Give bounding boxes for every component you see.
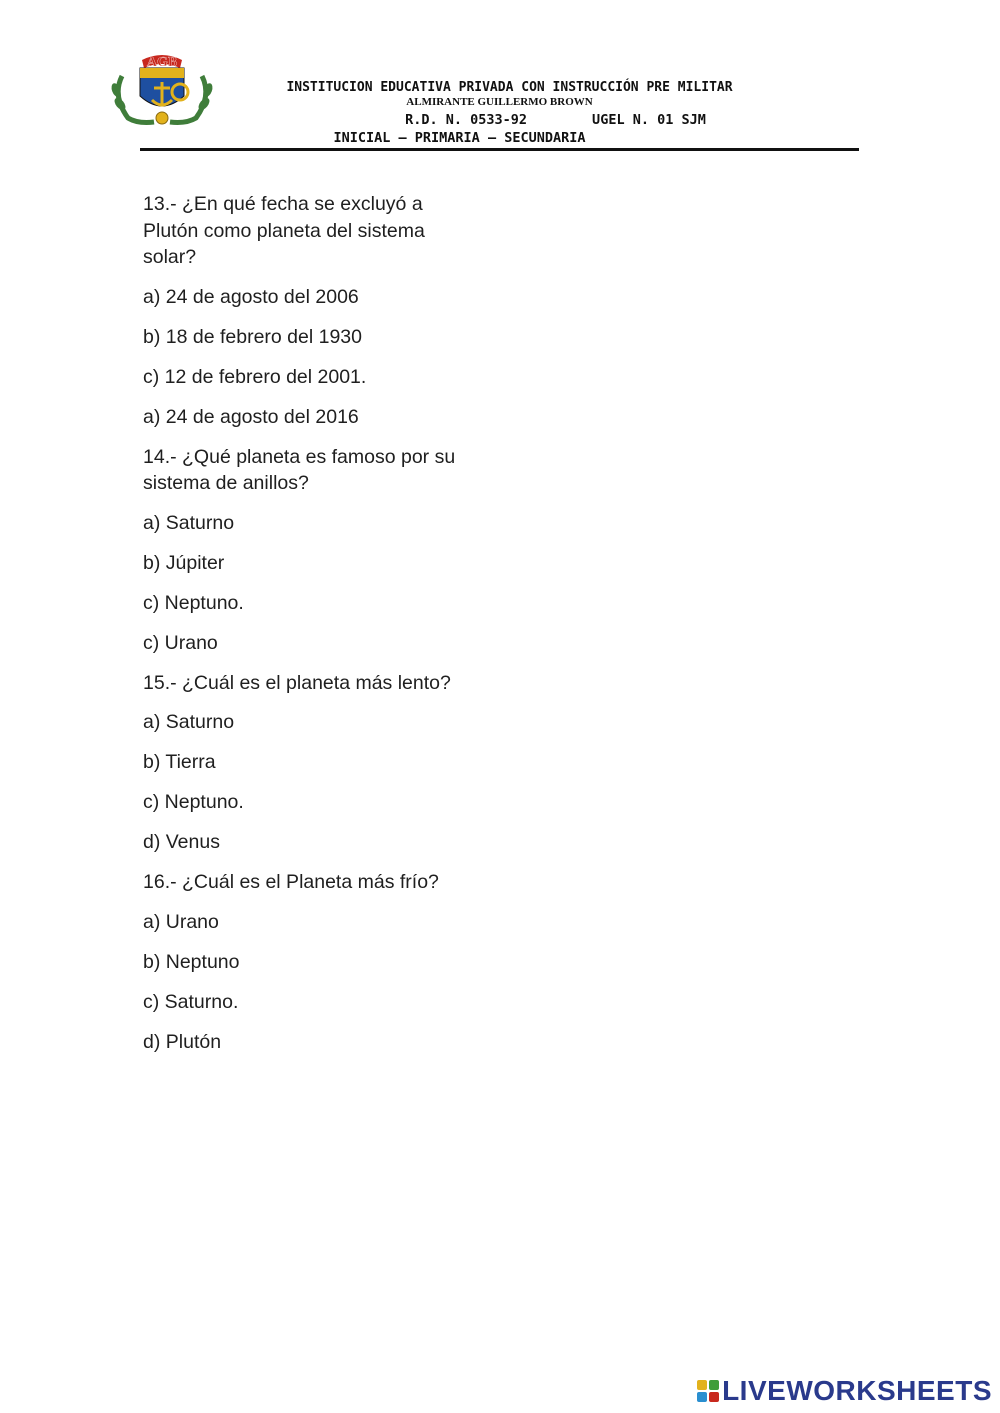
option: d) Venus (143, 831, 220, 853)
option: a) Saturno (143, 711, 235, 733)
option: c) Urano (143, 631, 218, 654)
option: b) Neptuno (143, 950, 240, 973)
school-subtitle: ALMIRANTE GUILLERMO BROWN (406, 96, 593, 108)
liveworksheets-logo-icon (697, 1380, 719, 1402)
option: a) 24 de agosto del 2006 (143, 285, 359, 308)
option: c) Neptuno. (143, 791, 244, 813)
question-13: 13.- ¿En qué fecha se excluyó a Plutón como planeta del sistema solar? (143, 193, 425, 268)
option: c) 12 de febrero del 2001. (143, 365, 367, 388)
option: b) Tierra (143, 751, 216, 773)
school-name: INSTITUCION EDUCATIVA PRIVADA CON INSTRUCCIÓN PRE MILITAR (286, 80, 733, 95)
levels-line: INICIAL – PRIMARIA – SECUNDARIA (333, 130, 586, 146)
registration-line: R.D. N. 0533-92 UGEL N. 01 SJM (405, 112, 706, 128)
logo-lettering: AGB (146, 55, 178, 70)
option: a) 24 de agosto del 2016 (143, 405, 359, 428)
quiz-content (143, 191, 483, 1069)
liveworksheets-brand[interactable] (697, 1375, 992, 1407)
option: b) 18 de febrero del 1930 (143, 325, 362, 348)
brand-name: LIVEWORKSHEETS (722, 1375, 992, 1406)
question-14: 14.- ¿Qué planeta es famoso por su sistema de anillos? (143, 445, 456, 494)
option: a) Urano (143, 910, 219, 933)
option: b) Júpiter (143, 551, 225, 574)
option: a) Saturno (143, 511, 235, 534)
option: d) Plutón (143, 1030, 222, 1053)
header-divider (140, 148, 859, 151)
question-15: 15.- ¿Cuál es el planeta más lento? (143, 671, 451, 694)
question-16: 16.- ¿Cuál es el Planeta más frío? (143, 871, 439, 893)
option: c) Neptuno. (143, 591, 244, 614)
option: c) Saturno. (143, 990, 239, 1013)
